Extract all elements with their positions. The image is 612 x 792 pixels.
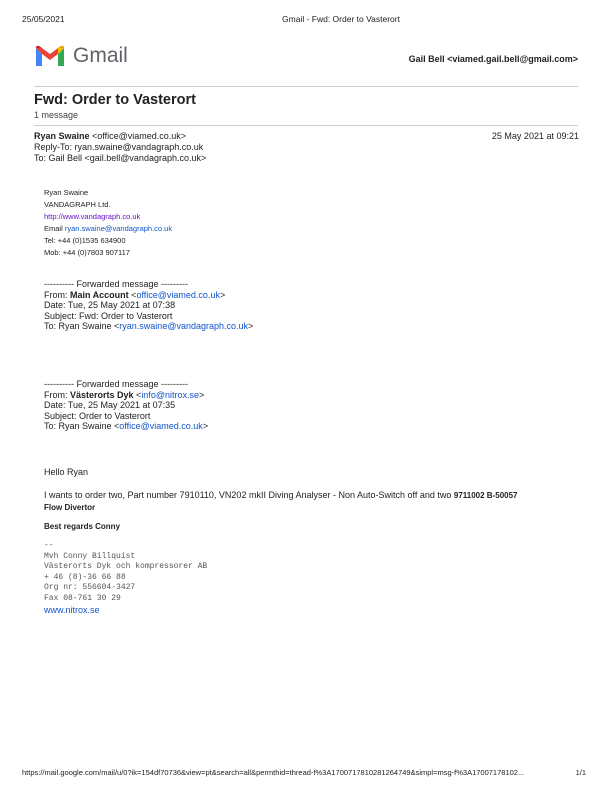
sender-name: Ryan Swaine	[34, 131, 90, 141]
forward-divider: ---------- Forwarded message ---------	[44, 379, 188, 389]
from-label: From:	[44, 289, 70, 300]
to-email-link[interactable]: office@viamed.co.uk	[119, 421, 203, 431]
forward-subject: Subject: Order to Vasterort	[44, 410, 151, 421]
forward-date: Date: Tue, 25 May 2021 at 07:38	[44, 300, 176, 310]
from-email-link[interactable]: info@nitrox.se	[141, 389, 199, 400]
order-text	[44, 490, 574, 513]
from-label: From:	[44, 389, 70, 400]
sig-website-link[interactable]: www.nitrox.se	[44, 605, 100, 615]
signature-website-link[interactable]: http://www.vandagraph.co.uk	[44, 212, 141, 221]
thread-subject: Fwd: Order to Vasterort	[34, 92, 196, 108]
forward-divider: ---------- Forwarded message ---------	[44, 279, 188, 289]
to-label: To: Ryan Swaine <	[44, 321, 120, 331]
sig-line: Org nr: 556604-3427	[44, 583, 136, 592]
sender-line	[34, 131, 186, 142]
page-number: 1/1	[575, 768, 586, 777]
gmail-logo[interactable]	[34, 44, 130, 70]
greeting: Hello Ryan	[44, 467, 89, 477]
forward-date: Date: Tue, 25 May 2021 at 07:35	[44, 400, 176, 410]
signature-name: Ryan Swaine	[44, 188, 89, 197]
signature-mob: Mob: +44 (0)7803 907117	[44, 248, 130, 257]
order-part-number: 9711002 B-50057	[453, 491, 518, 500]
gmail-m-icon	[34, 44, 66, 68]
divider	[34, 125, 578, 126]
gmail-wordmark: Gmail	[73, 44, 128, 67]
from-name: Main Account	[70, 289, 129, 300]
reply-to: Reply-To: ryan.swaine@vandagraph.co.uk	[34, 142, 204, 152]
forwarded-message-1: ---------- Forwarded message --------- From: Main Account <office@viamed.co.uk> Date: Tue, 25 May 2021 at 07:38 Subject: Fwd: Order to Vasterort To: Ryan Swaine <ryan.swaine@vandagraph.co.uk>	[44, 279, 254, 331]
sig-line: Fax 08-761 30 29	[44, 593, 121, 603]
signature	[44, 187, 172, 259]
message-count: 1 message	[34, 110, 79, 120]
to-line: To: Gail Bell <gail.bell@vandagraph.co.uk>	[34, 153, 207, 163]
account-label: Gail Bell <viamed.gail.bell@gmail.com>	[408, 54, 578, 64]
sig-line: Västerorts Dyk och kompressorer AB	[44, 562, 208, 571]
print-url: https://mail.google.com/mail/u/0?ik=154df70736&view=pt&search=all&permthid=thread-f%3A1700717810281264749&simpl=msg-f%3A17007178102...	[22, 768, 525, 777]
from-email-link[interactable]: office@viamed.co.uk	[136, 289, 220, 300]
print-date: 25/05/2021	[22, 14, 65, 24]
to-label: To: Ryan Swaine <	[44, 421, 120, 431]
sig-line: Mvh Conny Billquist	[44, 551, 136, 561]
order-text-main: I wants to order two, Part number 7910110, VN202 mkII Diving Analyser - Non Auto-Switch off and two	[44, 490, 454, 500]
signature-tel: Tel: +44 (0)1535 634900	[44, 236, 126, 245]
sender-email: <office@viamed.co.uk>	[92, 131, 187, 141]
to-email-link[interactable]: ryan.swaine@vandagraph.co.uk	[119, 321, 249, 331]
sender-signature	[44, 541, 207, 604]
forwarded-message-2: ---------- Forwarded message --------- From: Västerorts Dyk <info@nitrox.se> Date: Tue, 25 May 2021 at 07:35 Subject: Order to Vasterort To: Ryan Swaine <office@viamed.co.uk>	[44, 379, 209, 431]
from-name: Västerorts Dyk	[70, 389, 134, 400]
message-date: 25 May 2021 at 09:21	[491, 131, 579, 141]
divider	[34, 86, 578, 87]
signature-email-label: Email	[44, 224, 65, 233]
signature-company: VANDAGRAPH Ltd.	[44, 200, 111, 209]
sig-line: + 46 (8)-36 66 88	[44, 572, 126, 582]
print-title: Gmail - Fwd: Order to Vasterort	[282, 14, 400, 24]
forward-subject: Subject: Fwd: Order to Vasterort	[44, 310, 173, 321]
regards: Best regards Conny	[44, 522, 121, 531]
order-part-name: Flow Divertor	[44, 502, 96, 512]
signature-email-link[interactable]: ryan.swaine@vandagraph.co.uk	[64, 224, 173, 233]
sig-dashes: --	[44, 541, 54, 550]
